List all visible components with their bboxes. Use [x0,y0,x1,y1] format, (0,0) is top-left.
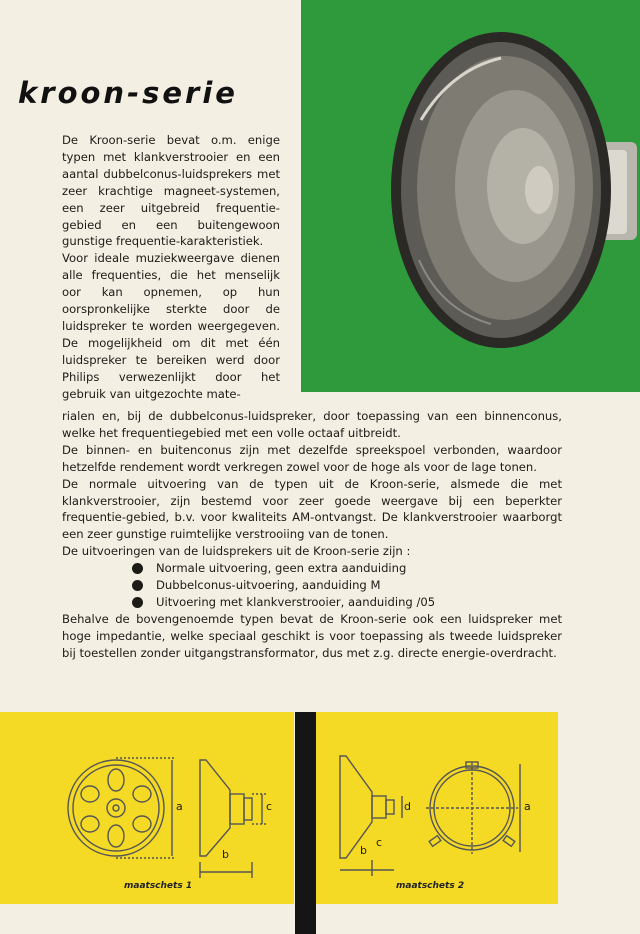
dimension-sketch-2 [316,712,558,904]
page-title: kroon-serie [18,76,238,110]
speaker-front-side-drawing-icon [0,712,294,904]
sketch-caption: maatschets 1 [124,881,193,891]
speaker-side-front-drawing-icon [316,712,558,904]
intro-column [62,132,280,403]
list-item: Uitvoering met klankverstrooier, aanduiding /05 [132,594,562,611]
list-item: Dubbelconus-uitvoering, aanduiding M [132,577,562,594]
dim-label-b: b [222,848,229,861]
version-list [62,560,562,611]
dim-label-a: a [524,800,531,813]
speaker-photo-panel [301,0,640,392]
paragraph: De uitvoeringen van de luidsprekers uit de Kroon-serie zijn : [62,544,411,559]
paragraph: Behalve de bovengenoemde typen bevat de Kroon-serie ook een luidspreker met hoge impedantie, welke speciaal geschikt is voor toepassing als tweede luidspreker bij toestellen zonder uitgangstransformator, dus met z.g. directe energie-overdracht. [62,611,562,660]
paragraph: rialen en, bij de dubbelconus-luidspreker, door toepassing van een binnenconus, welke het frequentiegebied met een volle octaaf uitbreidt. [62,409,562,440]
paragraph: Voor ideale muziekweergave dienen alle frequenties, die het menselijk oor kan opnemen, op hun oorspronkelijke sterkte door de luidspreker te worden weergegeven. De mogelijkheid om dit met één luidspreker te bereiken werd door Philips verwezenlijkt door het gebruik van uitgezochte mate- [62,251,280,401]
paragraph: De binnen- en buitenconus zijn met dezelfde spreekspoel verbonden, waardoor hetzelfde rendement wordt verkregen zowel voor de hoge als voor de lage tonen. [62,442,562,474]
paragraph: De normale uitvoering van de typen uit de Kroon-serie, alsmede die met klankverstrooier, zijn bestemd voor zeer goede weergave bij een beperkter frequentie-gebied, b.v. voor kwaliteits AM-ontvangst. De klankverstrooier waarborgt een zeer gunstige ruimtelijke verstrooiing van de tonen. [62,476,562,542]
dim-label-a: a [176,800,183,813]
body-text [62,408,562,662]
list-item: Normale uitvoering, geen extra aanduiding [132,560,562,577]
sketch-caption: maatschets 2 [396,881,465,891]
divider-bar [295,712,316,934]
dim-label-b: b [360,844,367,857]
dim-label-d: d [404,800,411,813]
dim-label-c: c [376,836,383,849]
dim-label-c: c [266,800,273,813]
paragraph: De Kroon-serie bevat o.m. enige typen met klankverstrooier en een aantal dubbelconus-luidsprekers met zeer krachtige magneet-systemen, een zeer uitgebreid frequentie-gebied en een buitengewoon gunstige frequentie-karakteristiek. [62,133,280,249]
loudspeaker-photo-icon [301,0,640,392]
dimension-sketch-1 [0,712,294,904]
